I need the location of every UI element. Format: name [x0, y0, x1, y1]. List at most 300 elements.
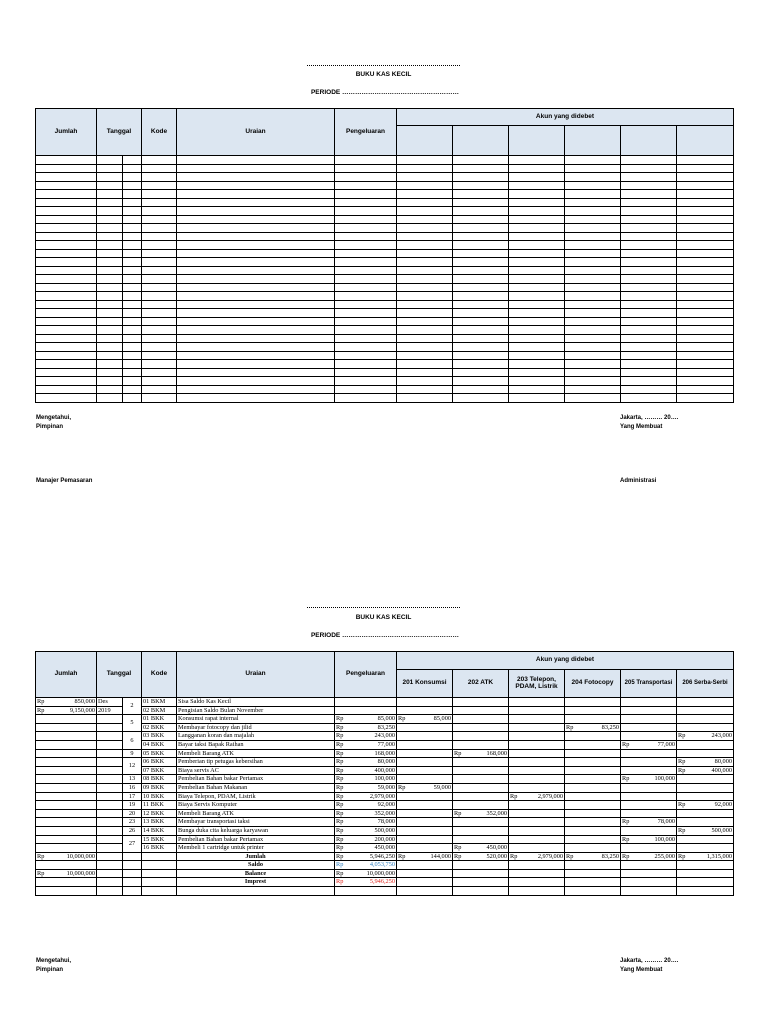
empty-cell — [36, 190, 97, 199]
empty-cell — [677, 334, 734, 343]
tanggal-month-cell — [97, 758, 123, 767]
imprest-row — [36, 878, 734, 887]
empty-cell — [677, 869, 734, 878]
pengeluaran-cell — [335, 818, 397, 827]
empty-cell — [621, 198, 677, 207]
pengeluaran-cell — [335, 758, 397, 767]
table-row — [36, 809, 734, 818]
empty-cell — [36, 861, 97, 870]
amount-value: 168,000 — [374, 749, 395, 757]
amount-value: 144,000 — [430, 852, 451, 860]
empty-cell — [335, 266, 397, 275]
empty-cell — [36, 215, 97, 224]
col-header-uraian: Uraian — [177, 109, 335, 156]
kode-cell: 08 BKK — [142, 775, 177, 784]
empty-cell — [565, 334, 621, 343]
empty-row — [36, 343, 734, 352]
empty-cell — [335, 292, 397, 301]
currency-label: Rp — [37, 706, 45, 714]
empty-cell — [677, 715, 734, 724]
empty-cell — [177, 394, 335, 403]
empty-cell — [565, 809, 621, 818]
title-dots-top — [307, 65, 460, 66]
empty-cell — [36, 818, 97, 827]
account-cell — [453, 809, 509, 818]
empty-cell — [565, 360, 621, 369]
acc-header-201: 201 Konsumsi — [397, 670, 453, 698]
tanggal-month-cell — [97, 826, 123, 835]
empty-cell — [453, 698, 509, 707]
empty-cell — [621, 377, 677, 386]
empty-cell — [621, 181, 677, 190]
uraian-cell: Membeli Barang ATK — [177, 809, 335, 818]
amount-value: 77,000 — [657, 740, 675, 748]
empty-cell — [677, 861, 734, 870]
empty-row — [36, 275, 734, 284]
empty-cell — [509, 377, 565, 386]
empty-cell — [509, 258, 565, 267]
currency-label: Rp — [336, 826, 344, 834]
empty-cell — [335, 164, 397, 173]
tanggal-month-cell — [97, 766, 123, 775]
empty-row — [36, 292, 734, 301]
empty-cell — [677, 181, 734, 190]
empty-cell — [565, 283, 621, 292]
empty-cell — [677, 818, 734, 827]
empty-cell — [621, 343, 677, 352]
uraian-cell: Biaya Servis Komputer — [177, 801, 335, 810]
empty-cell — [123, 190, 142, 199]
empty-cell — [621, 783, 677, 792]
account-cell — [621, 835, 677, 844]
tanggal-month-cell — [97, 749, 123, 758]
empty-cell — [453, 715, 509, 724]
empty-cell — [335, 181, 397, 190]
account-cell — [677, 766, 734, 775]
amount-value: 5,946,250 — [369, 852, 395, 860]
empty-cell — [453, 275, 509, 284]
empty-cell — [36, 232, 97, 241]
pengeluaran-cell — [335, 809, 397, 818]
empty-cell — [509, 801, 565, 810]
empty-cell — [509, 173, 565, 182]
currency-label: Rp — [336, 835, 344, 843]
sig-name-manajer: Manajer Pemasaran — [36, 478, 93, 484]
kode-cell: 02 BKM — [142, 706, 177, 715]
empty-cell — [397, 887, 453, 896]
amount-value: 850,000 — [74, 698, 95, 705]
tanggal-month-cell — [97, 801, 123, 810]
empty-cell — [142, 275, 177, 284]
empty-cell — [621, 869, 677, 878]
empty-cell — [142, 869, 177, 878]
empty-cell — [36, 749, 97, 758]
tanggal-month-cell — [97, 740, 123, 749]
empty-cell — [397, 309, 453, 318]
empty-cell — [123, 377, 142, 386]
empty-cell — [677, 706, 734, 715]
tanggal-day-cell: 12 — [123, 758, 142, 775]
acc-header-empty — [397, 126, 453, 156]
acc-header-203: 203 Telepon, PDAM, Listrik — [509, 670, 565, 698]
empty-cell — [621, 826, 677, 835]
sig-yang-membuat: Yang Membuat — [620, 424, 663, 430]
empty-cell — [677, 749, 734, 758]
empty-cell — [36, 334, 97, 343]
uraian-cell: Membeli 1 cartridge untuk printer — [177, 844, 335, 853]
empty-cell — [335, 385, 397, 394]
empty-cell — [123, 283, 142, 292]
empty-cell — [335, 317, 397, 326]
table-row — [36, 783, 734, 792]
empty-cell — [621, 241, 677, 250]
account-total-cell — [397, 852, 453, 861]
empty-cell — [509, 249, 565, 258]
account-total-cell — [677, 852, 734, 861]
empty-cell — [397, 740, 453, 749]
saldo-label: Saldo — [177, 861, 335, 870]
empty-cell — [177, 164, 335, 173]
empty-cell — [677, 385, 734, 394]
sig-name-admin: Administrasi — [620, 478, 657, 484]
empty-cell — [397, 283, 453, 292]
empty-cell — [565, 164, 621, 173]
empty-row — [36, 156, 734, 165]
empty-cell — [565, 198, 621, 207]
amount-value: 2,979,000 — [537, 852, 563, 860]
amount-value: 400,000 — [711, 766, 732, 774]
empty-cell — [621, 844, 677, 853]
empty-cell — [453, 232, 509, 241]
empty-cell — [509, 740, 565, 749]
table-row — [36, 758, 734, 767]
empty-cell — [397, 835, 453, 844]
currency-label: Rp — [622, 835, 630, 843]
empty-cell — [36, 198, 97, 207]
pengeluaran-cell — [335, 715, 397, 724]
empty-cell — [397, 766, 453, 775]
empty-cell — [397, 156, 453, 165]
empty-cell — [621, 249, 677, 258]
empty-cell — [123, 173, 142, 182]
empty-cell — [36, 715, 97, 724]
empty-cell — [36, 351, 97, 360]
empty-cell — [509, 190, 565, 199]
currency-label: Rp — [398, 852, 406, 860]
empty-cell — [509, 878, 565, 887]
empty-row — [36, 887, 734, 896]
title-bottom: BUKU KAS KECIL — [355, 614, 412, 621]
empty-cell — [123, 258, 142, 267]
empty-cell — [565, 326, 621, 335]
uraian-cell: Biaya Telepon, PDAM, Listrik — [177, 792, 335, 801]
uraian-cell: Pembelian Bahan bakar Pertamax — [177, 835, 335, 844]
empty-cell — [621, 792, 677, 801]
empty-cell — [677, 198, 734, 207]
empty-cell — [453, 224, 509, 233]
acc-header-204: 204 Fotocopy — [565, 670, 621, 698]
empty-cell — [335, 377, 397, 386]
empty-cell — [36, 723, 97, 732]
empty-cell — [36, 164, 97, 173]
empty-cell — [397, 394, 453, 403]
empty-cell — [509, 360, 565, 369]
currency-label: Rp — [678, 801, 686, 809]
empty-cell — [509, 723, 565, 732]
empty-cell — [142, 181, 177, 190]
title-dots-bottom — [307, 607, 460, 608]
acc-header-empty — [565, 126, 621, 156]
col-header-akun: Akun yang didebet — [397, 109, 734, 126]
empty-cell — [142, 292, 177, 301]
empty-cell — [565, 783, 621, 792]
title-top: BUKU KAS KECIL — [355, 71, 412, 78]
empty-cell — [509, 368, 565, 377]
amount-value: 100,000 — [654, 835, 675, 843]
empty-cell — [509, 224, 565, 233]
empty-cell — [123, 861, 142, 870]
empty-cell — [509, 283, 565, 292]
empty-cell — [142, 215, 177, 224]
empty-cell — [621, 749, 677, 758]
amount-value: 85,000 — [433, 715, 451, 723]
amount-value: 1,315,000 — [706, 852, 732, 860]
tanggal-month-cell — [97, 818, 123, 827]
acc-header-empty — [509, 126, 565, 156]
empty-cell — [97, 224, 123, 233]
empty-cell — [453, 164, 509, 173]
empty-cell — [677, 775, 734, 784]
currency-label: Rp — [336, 818, 344, 826]
col-header-uraian: Uraian — [177, 652, 335, 698]
empty-cell — [142, 266, 177, 275]
tanggal-day-cell: 17 — [123, 792, 142, 801]
empty-cell — [177, 309, 335, 318]
empty-cell — [36, 377, 97, 386]
empty-cell — [621, 706, 677, 715]
currency-label: Rp — [336, 809, 344, 817]
amount-value: 92,000 — [714, 801, 732, 809]
pengeluaran-cell — [335, 844, 397, 853]
tanggal-month-cell — [97, 783, 123, 792]
empty-cell — [177, 190, 335, 199]
currency-label: Rp — [336, 861, 344, 869]
empty-cell — [397, 826, 453, 835]
sig-date: Jakarta, ……… 20…. — [620, 415, 679, 421]
empty-cell — [397, 266, 453, 275]
empty-cell — [97, 869, 123, 878]
empty-cell — [397, 232, 453, 241]
empty-cell — [97, 198, 123, 207]
empty-cell — [621, 801, 677, 810]
empty-cell — [123, 869, 142, 878]
empty-cell — [677, 792, 734, 801]
empty-cell — [335, 198, 397, 207]
empty-cell — [621, 698, 677, 707]
empty-cell — [335, 249, 397, 258]
balance-row — [36, 869, 734, 878]
empty-cell — [97, 164, 123, 173]
tanggal-day-cell: 26 — [123, 826, 142, 835]
empty-cell — [677, 190, 734, 199]
currency-label: Rp — [622, 852, 630, 860]
empty-cell — [565, 385, 621, 394]
empty-cell — [97, 343, 123, 352]
amount-value: 83,250 — [601, 852, 619, 860]
empty-cell — [335, 215, 397, 224]
empty-cell — [335, 343, 397, 352]
currency-label: Rp — [336, 869, 344, 877]
table-row — [36, 698, 734, 707]
empty-cell — [397, 377, 453, 386]
empty-cell — [177, 275, 335, 284]
empty-cell — [453, 732, 509, 741]
empty-cell — [509, 198, 565, 207]
empty-cell — [97, 368, 123, 377]
empty-cell — [677, 809, 734, 818]
tanggal-day-cell: 6 — [123, 732, 142, 749]
amount-value: 10,000,000 — [366, 869, 395, 877]
empty-cell — [565, 224, 621, 233]
currency-label: Rp — [398, 783, 406, 791]
kode-cell: 16 BKK — [142, 844, 177, 853]
empty-cell — [36, 317, 97, 326]
empty-cell — [335, 207, 397, 216]
empty-cell — [621, 758, 677, 767]
empty-cell — [142, 241, 177, 250]
empty-cell — [509, 715, 565, 724]
empty-cell — [36, 173, 97, 182]
empty-cell — [565, 861, 621, 870]
empty-row — [36, 173, 734, 182]
empty-cell — [565, 740, 621, 749]
tanggal-month-cell — [97, 809, 123, 818]
empty-cell — [36, 300, 97, 309]
col-header-jumlah: Jumlah — [36, 652, 97, 698]
empty-cell — [177, 207, 335, 216]
account-cell — [453, 844, 509, 853]
uraian-cell: Bayar taksi Bapak Raihan — [177, 740, 335, 749]
amount-value: 83,250 — [377, 723, 395, 731]
currency-label: Rp — [678, 758, 686, 766]
empty-cell — [142, 224, 177, 233]
empty-cell — [677, 360, 734, 369]
empty-cell — [397, 749, 453, 758]
jumlah-label: Jumlah — [177, 852, 335, 861]
kode-cell: 04 BKK — [142, 740, 177, 749]
empty-cell — [453, 266, 509, 275]
empty-row — [36, 394, 734, 403]
balance-value-cell — [335, 869, 397, 878]
empty-cell — [335, 698, 397, 707]
account-cell — [677, 801, 734, 810]
empty-row — [36, 207, 734, 216]
empty-cell — [621, 326, 677, 335]
currency-label: Rp — [336, 878, 344, 886]
amount-value: 400,000 — [374, 766, 395, 774]
empty-cell — [565, 835, 621, 844]
empty-cell — [453, 360, 509, 369]
empty-cell — [36, 309, 97, 318]
amount-value: 2,979,000 — [537, 792, 563, 800]
sig-bottom-right — [620, 957, 678, 975]
empty-cell — [123, 207, 142, 216]
tanggal-day-cell: 13 — [123, 775, 142, 784]
sig-mengetahui: Mengetahui, — [36, 958, 72, 964]
currency-label: Rp — [336, 749, 344, 757]
ledger-table-filled — [35, 651, 734, 896]
empty-row — [36, 317, 734, 326]
empty-cell — [335, 300, 397, 309]
empty-cell — [453, 207, 509, 216]
acc-header-206: 206 Serba-Serbi — [677, 670, 734, 698]
empty-cell — [509, 232, 565, 241]
amount-value: 9,150,000 — [69, 706, 95, 714]
amount-value: 243,000 — [711, 732, 732, 740]
empty-row — [36, 198, 734, 207]
empty-cell — [509, 275, 565, 284]
empty-cell — [397, 351, 453, 360]
empty-cell — [177, 181, 335, 190]
empty-cell — [677, 156, 734, 165]
empty-cell — [565, 818, 621, 827]
empty-cell — [453, 869, 509, 878]
empty-cell — [453, 190, 509, 199]
pengeluaran-cell — [335, 723, 397, 732]
empty-cell — [453, 351, 509, 360]
empty-cell — [335, 368, 397, 377]
empty-cell — [677, 283, 734, 292]
account-cell — [397, 783, 453, 792]
uraian-cell: Langganan koran dan majalah — [177, 732, 335, 741]
empty-cell — [123, 878, 142, 887]
empty-cell — [677, 723, 734, 732]
empty-row — [36, 377, 734, 386]
empty-cell — [123, 368, 142, 377]
currency-label: Rp — [566, 852, 574, 860]
pengeluaran-cell — [335, 792, 397, 801]
tanggal-month-cell — [97, 732, 123, 741]
empty-cell — [453, 292, 509, 301]
empty-row — [36, 181, 734, 190]
amount-value: 255,000 — [654, 852, 675, 860]
empty-cell — [677, 326, 734, 335]
empty-cell — [509, 844, 565, 853]
empty-cell — [509, 887, 565, 896]
empty-cell — [177, 283, 335, 292]
empty-cell — [97, 309, 123, 318]
empty-cell — [397, 878, 453, 887]
empty-cell — [621, 258, 677, 267]
empty-cell — [509, 351, 565, 360]
empty-cell — [36, 258, 97, 267]
empty-cell — [335, 258, 397, 267]
empty-cell — [509, 869, 565, 878]
empty-row — [36, 190, 734, 199]
empty-cell — [36, 368, 97, 377]
empty-cell — [142, 258, 177, 267]
sig-mengetahui: Mengetahui, — [36, 415, 72, 421]
col-header-kode: Kode — [142, 652, 177, 698]
empty-cell — [621, 715, 677, 724]
pengeluaran-cell — [335, 749, 397, 758]
table-row — [36, 749, 734, 758]
empty-row — [36, 232, 734, 241]
empty-cell — [123, 164, 142, 173]
empty-cell — [123, 385, 142, 394]
empty-cell — [453, 887, 509, 896]
empty-cell — [36, 792, 97, 801]
